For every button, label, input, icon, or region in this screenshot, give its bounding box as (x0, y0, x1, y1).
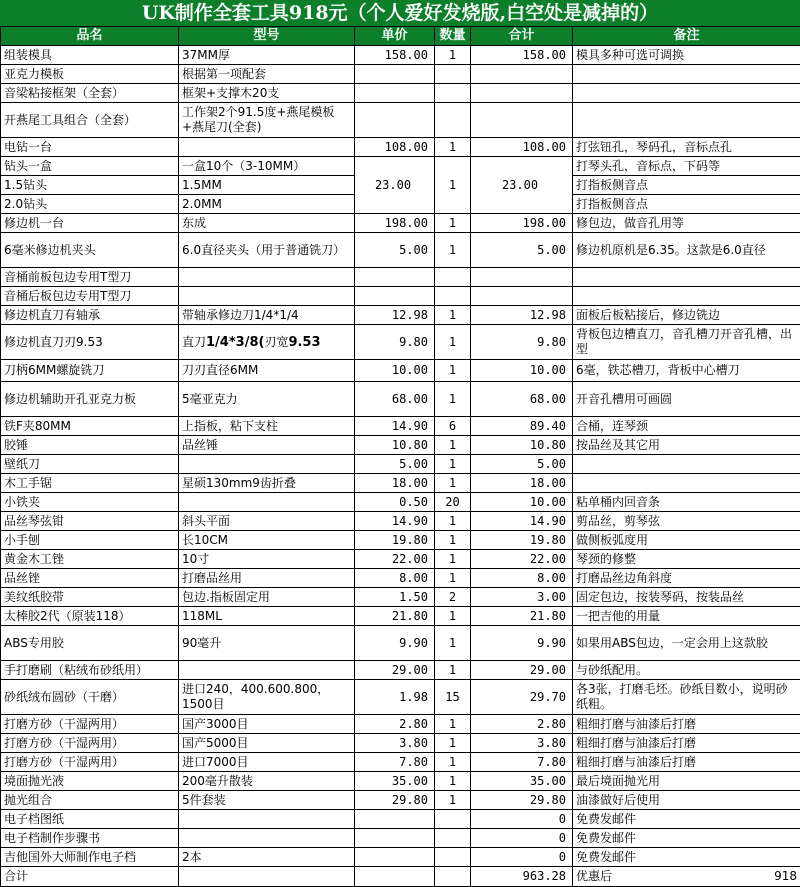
cell-model: 90毫升 (179, 626, 355, 661)
cell-qty: 6 (435, 417, 471, 436)
header-total: 合计 (471, 27, 573, 46)
table-row (1, 550, 800, 569)
cell-total: 18.00 (471, 474, 573, 493)
cell-note: 打指板侧音点 (573, 195, 800, 214)
cell-price: 158.00 (355, 46, 435, 65)
cell-model: 带轴承修边刀1/4*1/4 (179, 306, 355, 325)
cell-model: 进口7000目 (179, 753, 355, 772)
cell-name: 铁F夹80MM (1, 417, 179, 436)
cell-total: 158.00 (471, 46, 573, 65)
cell-name: 小铁夹 (1, 493, 179, 512)
cell-name: 木工手锯 (1, 474, 179, 493)
cell-name: 修边机直刀有轴承 (1, 306, 179, 325)
cell-note: 修边机原机是6.35。这款是6.0直径 (573, 233, 800, 268)
cell-total: 9.90 (471, 626, 573, 661)
table-row (1, 268, 800, 287)
cell-qty: 1 (435, 360, 471, 382)
cell-name: ABS专用胶 (1, 626, 179, 661)
cell-model (179, 325, 355, 360)
cell-model (179, 493, 355, 512)
cell-total: 22.00 (471, 550, 573, 569)
cell-model: 200毫升散装 (179, 772, 355, 791)
cell-qty: 1 (435, 214, 471, 233)
cell-name: 打磨方砂（干湿两用） (1, 734, 179, 753)
cell-note: 模具多种可选可调换 (573, 46, 800, 65)
cell-name: 音桶后板包边专用T型刀 (1, 287, 179, 306)
cell-price: 10.00 (355, 360, 435, 382)
model-part: 直刀 (182, 335, 206, 349)
cell-total: 5.00 (471, 455, 573, 474)
table-row (1, 325, 800, 360)
table-row (1, 512, 800, 531)
cell-qty: 1 (435, 233, 471, 268)
cell-name: 砂纸绒布圆砂（干磨） (1, 680, 179, 715)
table-row (1, 715, 800, 734)
cell-note: 背板包边槽直刀，音孔槽刀开音孔槽，出型 (573, 325, 800, 360)
cell-name: 音梁粘接框架（全套） (1, 84, 179, 103)
cell-model: 东成 (179, 214, 355, 233)
cell-total: 198.00 (471, 214, 573, 233)
cell-price: 68.00 (355, 382, 435, 417)
cell-qty: 1 (435, 753, 471, 772)
cell-total (471, 268, 573, 287)
cell-name: 刀柄6MM螺旋铣刀 (1, 360, 179, 382)
cell-model: 星硕130mm9齿折叠 (179, 474, 355, 493)
table-row (1, 360, 800, 382)
cell-qty: 1 (435, 569, 471, 588)
cell-note: 免费发邮件 (573, 810, 800, 829)
cell-total: 7.80 (471, 753, 573, 772)
cell-note: 免费发邮件 (573, 829, 800, 848)
cell-note: 粗细打磨与油漆后打磨 (573, 753, 800, 772)
cell-price: 21.80 (355, 607, 435, 626)
cell-total: 10.80 (471, 436, 573, 455)
cell-model: 框架+支撑木20支 (179, 84, 355, 103)
cell-note (573, 474, 800, 493)
cell-price (355, 84, 435, 103)
cell-qty: 20 (435, 493, 471, 512)
cell-qty: 1 (435, 306, 471, 325)
cell-qty: 1 (435, 607, 471, 626)
cell-name: 手打磨刷（粘绒布砂纸用） (1, 661, 179, 680)
table-row (1, 734, 800, 753)
cell-note: 如果用ABS包边，一定会用上这款胶 (573, 626, 800, 661)
table-row (1, 607, 800, 626)
table-row (1, 848, 800, 867)
table-row (1, 84, 800, 103)
cell-note: 固定包边，按装琴码，按装品丝 (573, 588, 800, 607)
cell-name: 修边机辅助开孔亚克力板 (1, 382, 179, 417)
cell-price (355, 268, 435, 287)
cell-note: 打弦钮孔，琴码孔，音标点孔 (573, 138, 800, 157)
cell-qty: 1 (435, 715, 471, 734)
cell-total: 10.00 (471, 360, 573, 382)
discount-label: 优惠后 (576, 869, 612, 883)
cell-note: 剪品丝，剪琴弦 (573, 512, 800, 531)
table-row (1, 455, 800, 474)
cell-price: 7.80 (355, 753, 435, 772)
discount-value: 918 (774, 869, 797, 884)
cell-model: 品丝锤 (179, 436, 355, 455)
table-row (1, 661, 800, 680)
cell-note: 粘单桶内回音条 (573, 493, 800, 512)
cell-note: 琴颈的修整 (573, 550, 800, 569)
cell-qty: 1 (435, 661, 471, 680)
table-row (1, 772, 800, 791)
cell-price: 108.00 (355, 138, 435, 157)
cell-model: 2本 (179, 848, 355, 867)
cell-price: 9.80 (355, 325, 435, 360)
cell-price: 3.80 (355, 734, 435, 753)
cell-price: 12.98 (355, 306, 435, 325)
cell-note (573, 103, 800, 138)
cell-qty: 1 (435, 734, 471, 753)
cell-price: 18.00 (355, 474, 435, 493)
cell-total: 14.90 (471, 512, 573, 531)
cell-model: 进口240，400.600.800，1500目 (179, 680, 355, 715)
cell-total: 89.40 (471, 417, 573, 436)
table-row (1, 829, 800, 848)
cell-total: 19.80 (471, 531, 573, 550)
table-row (1, 810, 800, 829)
cell-qty: 1 (435, 325, 471, 360)
cell-price (355, 65, 435, 84)
cell-qty: 1 (435, 791, 471, 810)
cell-model (179, 810, 355, 829)
cell-price: 198.00 (355, 214, 435, 233)
cell-price: 14.90 (355, 512, 435, 531)
cell-qty (435, 810, 471, 829)
cell-total: 0 (471, 810, 573, 829)
cell-qty: 1 (435, 626, 471, 661)
table-row (1, 474, 800, 493)
cell-total: 9.80 (471, 325, 573, 360)
cell-total: 0 (471, 829, 573, 848)
cell-total: 5.00 (471, 233, 573, 268)
cell-price: 8.00 (355, 569, 435, 588)
cell-price: 23.00 (355, 157, 435, 214)
cell-name: 胶锤 (1, 436, 179, 455)
header-note: 备注 (573, 27, 800, 46)
cell-price: 1.98 (355, 680, 435, 715)
cell-qty: 1 (435, 436, 471, 455)
cell-price (355, 848, 435, 867)
table-row (1, 436, 800, 455)
cell-qty: 1 (435, 550, 471, 569)
table-row (1, 46, 800, 65)
cell-model: 10寸 (179, 550, 355, 569)
cell-name: 修边机直刀刃9.53 (1, 325, 179, 360)
cell-note: 打琴头孔，音标点，下码等 (573, 157, 800, 176)
table-row (1, 753, 800, 772)
cell-name: 电子档制作步骤书 (1, 829, 179, 848)
cell-model (179, 287, 355, 306)
table-row (1, 287, 800, 306)
table-row (1, 138, 800, 157)
cell-note: 打磨品丝边角斜度 (573, 569, 800, 588)
cell-name: 开燕尾工具组合（全套） (1, 103, 179, 138)
grand-total: 963.28 (471, 867, 573, 887)
cell-name: 修边机一台 (1, 214, 179, 233)
cell-price: 22.00 (355, 550, 435, 569)
table-row (1, 65, 800, 84)
cell-total: 35.00 (471, 772, 573, 791)
cell-note: 粗细打磨与油漆后打磨 (573, 734, 800, 753)
cell-price (355, 103, 435, 138)
total-label: 合计 (1, 867, 179, 887)
cell-model (179, 455, 355, 474)
cell-qty: 1 (435, 382, 471, 417)
cell-price: 29.00 (355, 661, 435, 680)
cell-qty: 2 (435, 588, 471, 607)
cell-name: 抛光组合 (1, 791, 179, 810)
cell-name: 钻头一盒 (1, 157, 179, 176)
cell-price: 5.00 (355, 455, 435, 474)
cell-name: 境面抛光液 (1, 772, 179, 791)
cell-total: 29.70 (471, 680, 573, 715)
cell-name: 品丝琴弦钳 (1, 512, 179, 531)
cell-price: 10.80 (355, 436, 435, 455)
cell-model: 6.0直径夹头（用于普通铣刀） (179, 233, 355, 268)
cell-model: 国产5000目 (179, 734, 355, 753)
cell-model: 37MM厚 (179, 46, 355, 65)
cell-note (573, 287, 800, 306)
cell-name: 6毫米修边机夹头 (1, 233, 179, 268)
table-row (1, 382, 800, 417)
cell-qty (435, 848, 471, 867)
cell-qty (435, 287, 471, 306)
cell-model: 打磨品丝用 (179, 569, 355, 588)
cell-qty: 1 (435, 138, 471, 157)
header-name: 品名 (1, 27, 179, 46)
cell-price: 29.80 (355, 791, 435, 810)
cell-name: 2.0钻头 (1, 195, 179, 214)
cell-name: 美纹纸胶带 (1, 588, 179, 607)
table-row (1, 791, 800, 810)
cell-model: 根据第一项配套 (179, 65, 355, 84)
cell-model: 斜头平面 (179, 512, 355, 531)
header-price: 单价 (355, 27, 435, 46)
cell-note: 油漆做好后使用 (573, 791, 800, 810)
table-header-row (1, 27, 800, 46)
cell-note: 一把吉他的用量 (573, 607, 800, 626)
cell-qty: 1 (435, 474, 471, 493)
cell-name: 组装模具 (1, 46, 179, 65)
cell-qty: 1 (435, 46, 471, 65)
table-row (1, 157, 800, 176)
cell-name: 壁纸刀 (1, 455, 179, 474)
cell-price: 1.50 (355, 588, 435, 607)
cell-total: 21.80 (471, 607, 573, 626)
cell-name: 太棒胶2代（原装118） (1, 607, 179, 626)
cell-note: 6毫，铁芯槽刀，背板中心槽刀 (573, 360, 800, 382)
cell-total: 29.80 (471, 791, 573, 810)
cell-note: 开音孔槽用可画圆 (573, 382, 800, 417)
cell-qty (435, 84, 471, 103)
cell-note: 合桶，连琴颈 (573, 417, 800, 436)
cell-qty (435, 103, 471, 138)
cell-total: 12.98 (471, 306, 573, 325)
table-row (1, 214, 800, 233)
cell-qty: 15 (435, 680, 471, 715)
cell-total: 10.00 (471, 493, 573, 512)
cell-price (355, 829, 435, 848)
tool-price-table (0, 26, 800, 887)
cell-model: 1.5MM (179, 176, 355, 195)
cell-model (179, 268, 355, 287)
cell-note: 粗细打磨与油漆后打磨 (573, 715, 800, 734)
cell-note: 免费发邮件 (573, 848, 800, 867)
header-qty: 数量 (435, 27, 471, 46)
cell-name: 小手刨 (1, 531, 179, 550)
cell-total: 3.80 (471, 734, 573, 753)
table-row (1, 531, 800, 550)
table-row (1, 306, 800, 325)
cell-total: 2.80 (471, 715, 573, 734)
cell-model: 5毫亚克力 (179, 382, 355, 417)
cell-name: 打磨方砂（干湿两用） (1, 753, 179, 772)
cell-note: 最后境面抛光用 (573, 772, 800, 791)
cell-note (573, 268, 800, 287)
cell-total: 8.00 (471, 569, 573, 588)
cell-name: 品丝锉 (1, 569, 179, 588)
cell-total: 108.00 (471, 138, 573, 157)
cell-price: 5.00 (355, 233, 435, 268)
cell-qty: 1 (435, 772, 471, 791)
table-row (1, 103, 800, 138)
cell-total (471, 84, 573, 103)
model-part: 9.53 (288, 335, 320, 350)
table-row (1, 233, 800, 268)
cell-name: 音桶前板包边专用T型刀 (1, 268, 179, 287)
cell-total (471, 103, 573, 138)
cell-model (179, 829, 355, 848)
cell-note: 做侧板弧度用 (573, 531, 800, 550)
cell-name: 打磨方砂（干湿两用） (1, 715, 179, 734)
cell-total: 0 (471, 848, 573, 867)
cell-name: 电子档图纸 (1, 810, 179, 829)
cell-model: 工作架2个91.5度+燕尾模板+燕尾刀(全套) (179, 103, 355, 138)
cell-price: 0.50 (355, 493, 435, 512)
cell-model (179, 661, 355, 680)
cell-total: 29.00 (471, 661, 573, 680)
cell-note (573, 65, 800, 84)
cell-total (471, 65, 573, 84)
cell-price (355, 810, 435, 829)
cell-price: 14.90 (355, 417, 435, 436)
cell-price: 2.80 (355, 715, 435, 734)
cell-total: 23.00 (471, 157, 573, 214)
cell-model: 2.0MM (179, 195, 355, 214)
cell-note: 与砂纸配用。 (573, 661, 800, 680)
cell-note: 按品丝及其它用 (573, 436, 800, 455)
page-title: UK制作全套工具918元（个人爱好发烧版,白空处是减掉的） (0, 0, 800, 26)
cell-qty (435, 65, 471, 84)
table-row (1, 569, 800, 588)
table-row (1, 680, 800, 715)
cell-qty (435, 829, 471, 848)
cell-model: 长10CM (179, 531, 355, 550)
cell-model: 国产3000目 (179, 715, 355, 734)
cell-note: 面板后板粘接后，修边铣边 (573, 306, 800, 325)
cell-total (471, 287, 573, 306)
cell-price: 9.90 (355, 626, 435, 661)
table-row (1, 493, 800, 512)
cell-qty: 1 (435, 531, 471, 550)
cell-name: 亚克力模板 (1, 65, 179, 84)
cell-qty: 1 (435, 512, 471, 531)
cell-name: 1.5钻头 (1, 176, 179, 195)
cell-note (573, 455, 800, 474)
cell-total: 68.00 (471, 382, 573, 417)
cell-price: 35.00 (355, 772, 435, 791)
cell-qty: 1 (435, 455, 471, 474)
table-row (1, 417, 800, 436)
cell-price: 19.80 (355, 531, 435, 550)
table-row (1, 588, 800, 607)
cell-note: 修包边，做音孔用等 (573, 214, 800, 233)
cell-note (573, 84, 800, 103)
cell-model: 包边.指板固定用 (179, 588, 355, 607)
cell-name: 黄金木工锉 (1, 550, 179, 569)
cell-qty: 1 (435, 157, 471, 214)
cell-note: 打指板侧音点 (573, 176, 800, 195)
cell-qty (435, 268, 471, 287)
cell-price (355, 287, 435, 306)
cell-note: 各3张，打磨毛坯。砂纸目数小，说明砂纸粗。 (573, 680, 800, 715)
cell-name: 吉他国外大师制作电子档 (1, 848, 179, 867)
header-model: 型号 (179, 27, 355, 46)
cell-model: 一盒10个（3-10MM） (179, 157, 355, 176)
cell-total: 3.00 (471, 588, 573, 607)
cell-model: 刀刃直径6MM (179, 360, 355, 382)
cell-name: 电钻一台 (1, 138, 179, 157)
cell-model: 118ML (179, 607, 355, 626)
table-row (1, 626, 800, 661)
cell-model: 5件套装 (179, 791, 355, 810)
model-part: 1/4*3/8( (206, 335, 264, 350)
cell-model: 上指板，粘下支柱 (179, 417, 355, 436)
cell-model (179, 138, 355, 157)
model-part: 刃宽 (264, 335, 288, 349)
